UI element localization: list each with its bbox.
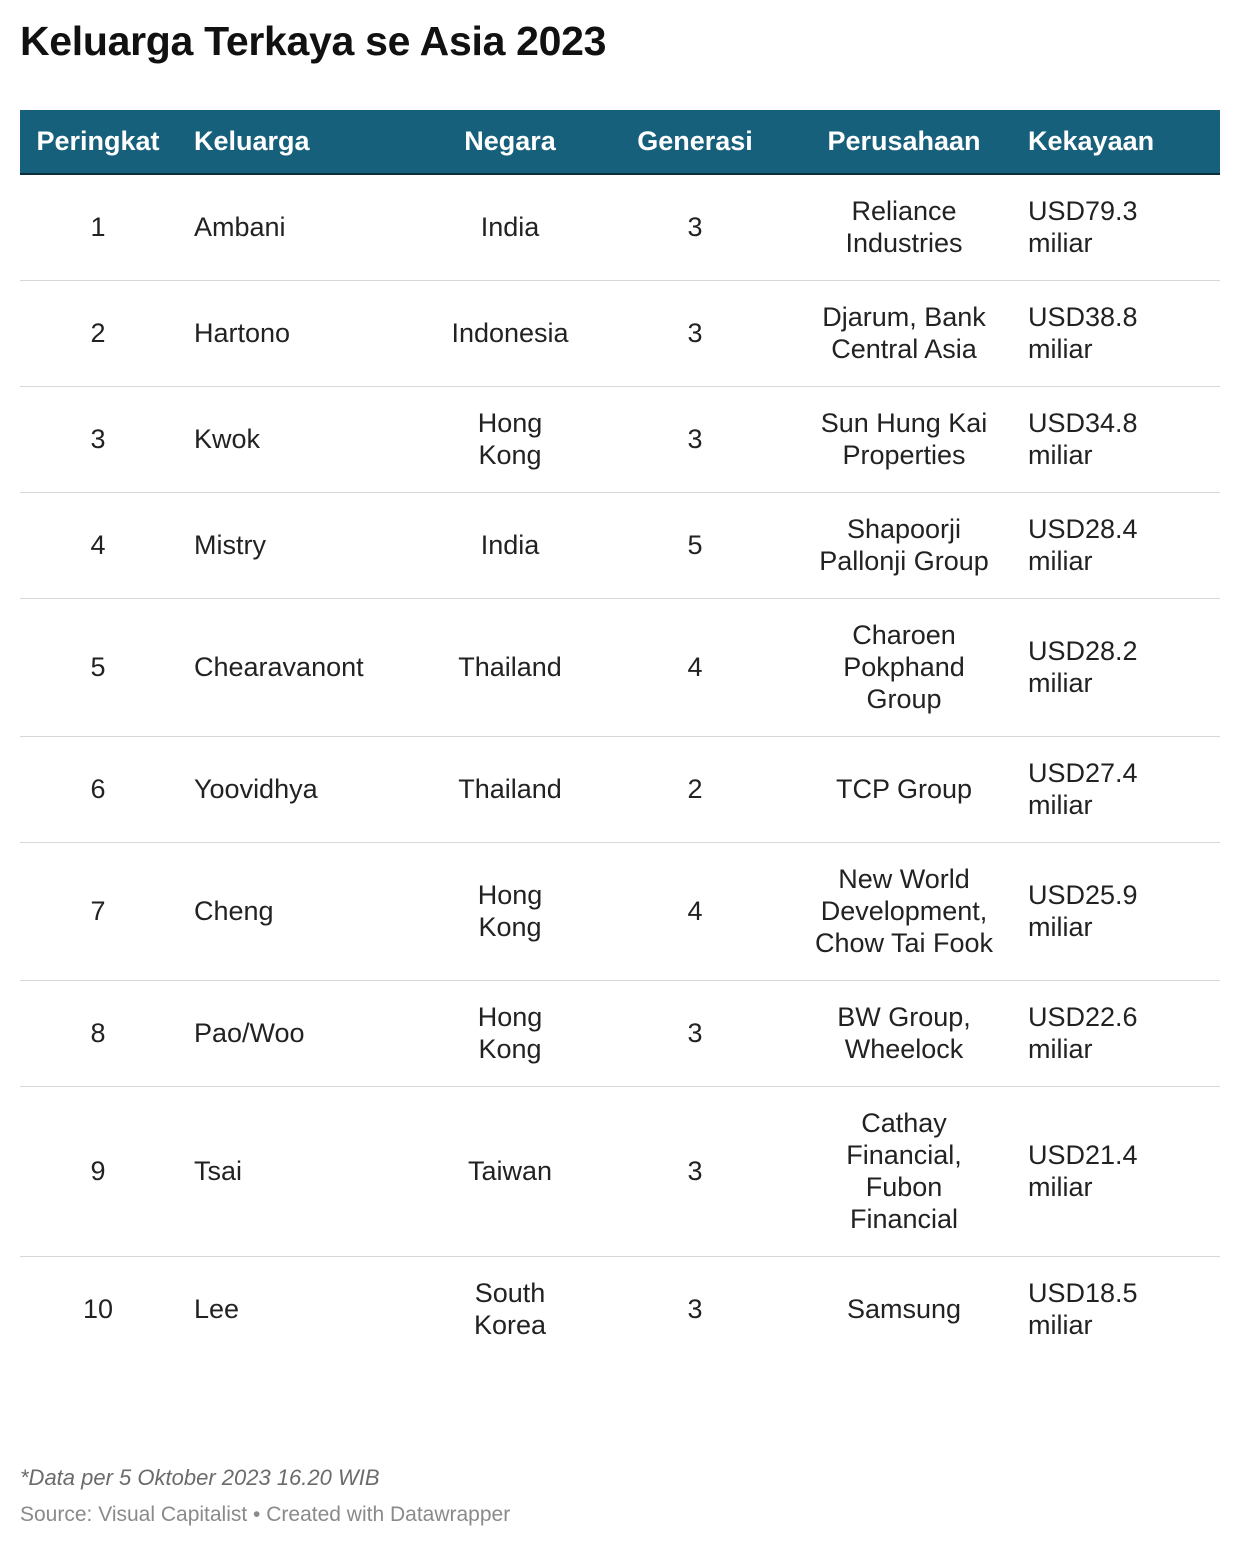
table-row	[20, 281, 1220, 387]
cell-wealth	[1014, 843, 1220, 981]
cell-generation: 5	[596, 493, 794, 599]
cell-company-text: Samsung	[846, 1294, 962, 1324]
cell-wealth	[1014, 981, 1220, 1087]
cell-country-text: India	[480, 530, 540, 560]
cell-country	[424, 281, 596, 387]
header-country: Negara	[424, 110, 596, 174]
cell-rank: 6	[20, 737, 176, 843]
cell-country-text: Taiwan	[467, 1156, 553, 1186]
cell-rank: 8	[20, 981, 176, 1087]
cell-wealth-text: USD38.8 miliar	[1028, 302, 1138, 364]
cell-rank: 2	[20, 281, 176, 387]
cell-company	[794, 1087, 1014, 1257]
cell-wealth	[1014, 737, 1220, 843]
cell-wealth	[1014, 1087, 1220, 1257]
cell-generation: 3	[596, 981, 794, 1087]
cell-family: Mistry	[176, 493, 424, 599]
cell-generation: 3	[596, 387, 794, 493]
cell-company-text: Charoen Pokphand Group	[843, 620, 965, 714]
cell-generation: 3	[596, 281, 794, 387]
data-note: *Data per 5 Oktober 2023 16.20 WIB	[20, 1465, 380, 1490]
cell-company-text: TCP Group	[835, 774, 973, 804]
cell-wealth-text: USD79.3 miliar	[1028, 196, 1138, 258]
cell-company	[794, 737, 1014, 843]
header-family: Keluarga	[176, 110, 424, 174]
cell-company-text: Sun Hung Kai Properties	[820, 408, 988, 470]
cell-company	[794, 1257, 1014, 1363]
table-row	[20, 981, 1220, 1087]
cell-country-text: India	[480, 212, 540, 242]
source-credit: Source: Visual Capitalist • Created with Datawrapper	[20, 1503, 511, 1526]
cell-country	[424, 1087, 596, 1257]
cell-wealth-text: USD22.6 miliar	[1028, 1002, 1138, 1064]
cell-wealth	[1014, 281, 1220, 387]
cell-company	[794, 281, 1014, 387]
cell-generation: 4	[596, 599, 794, 737]
table-row	[20, 1257, 1220, 1363]
cell-country	[424, 1257, 596, 1363]
header-rank: Peringkat	[20, 110, 176, 174]
cell-wealth-text: USD34.8 miliar	[1028, 408, 1138, 470]
cell-rank: 5	[20, 599, 176, 737]
cell-country	[424, 737, 596, 843]
cell-generation: 3	[596, 174, 794, 281]
cell-wealth-text: USD18.5 miliar	[1028, 1278, 1138, 1340]
cell-country-text: Indonesia	[451, 318, 569, 348]
cell-country-text: Hong Kong	[477, 1002, 543, 1064]
cell-family: Yoovidhya	[176, 737, 424, 843]
cell-company	[794, 981, 1014, 1087]
cell-wealth	[1014, 387, 1220, 493]
cell-family: Tsai	[176, 1087, 424, 1257]
table-header-row	[20, 110, 1220, 174]
cell-rank: 10	[82, 1294, 114, 1324]
cell-rank: 4	[20, 493, 176, 599]
cell-country-text: Hong Kong	[477, 408, 543, 470]
cell-country	[424, 843, 596, 981]
table-row	[20, 1087, 1220, 1257]
cell-generation: 2	[596, 737, 794, 843]
cell-company	[794, 493, 1014, 599]
table-body	[20, 174, 1220, 1362]
cell-family: Ambani	[176, 174, 424, 281]
cell-company	[794, 174, 1014, 281]
cell-generation: 4	[596, 843, 794, 981]
cell-wealth-text: USD21.4 miliar	[1028, 1140, 1138, 1202]
cell-company	[794, 599, 1014, 737]
cell-company-text: Djarum, Bank Central Asia	[822, 302, 986, 364]
cell-company	[794, 843, 1014, 981]
wealth-table	[20, 110, 1220, 1362]
table-row	[20, 737, 1220, 843]
cell-generation: 3	[687, 1294, 703, 1324]
header-wealth: Kekayaan	[1014, 110, 1220, 174]
cell-country-text: South Korea	[473, 1278, 547, 1340]
cell-country	[424, 493, 596, 599]
cell-family: Kwok	[176, 387, 424, 493]
cell-country	[424, 981, 596, 1087]
cell-company-text: Shapoorji Pallonji Group	[819, 514, 989, 576]
cell-wealth	[1014, 1257, 1220, 1363]
cell-company-text: New World Development, Chow Tai Fook	[814, 864, 994, 958]
cell-family: Chearavanont	[176, 599, 424, 737]
header-generation: Generasi	[596, 110, 794, 174]
cell-generation: 3	[596, 1087, 794, 1257]
cell-company-text: Cathay Financial, Fubon Financial	[846, 1108, 962, 1234]
cell-rank: 1	[20, 174, 176, 281]
cell-family: Lee	[194, 1294, 240, 1324]
table-row	[20, 493, 1220, 599]
cell-country	[424, 599, 596, 737]
cell-wealth	[1014, 599, 1220, 737]
table-row	[20, 174, 1220, 281]
cell-wealth-text: USD28.4 miliar	[1028, 514, 1138, 576]
cell-company-text: BW Group, Wheelock	[837, 1002, 971, 1064]
cell-family: Hartono	[176, 281, 424, 387]
cell-company-text: Reliance Industries	[845, 196, 963, 258]
cell-wealth-text: USD27.4 miliar	[1028, 758, 1138, 820]
table-row	[20, 843, 1220, 981]
cell-country-text: Hong Kong	[477, 880, 543, 942]
cell-rank: 7	[20, 843, 176, 981]
cell-family: Cheng	[176, 843, 424, 981]
cell-wealth	[1014, 493, 1220, 599]
cell-wealth-text: USD25.9 miliar	[1028, 880, 1138, 942]
cell-rank: 3	[20, 387, 176, 493]
cell-company	[794, 387, 1014, 493]
cell-country-text: Thailand	[458, 652, 562, 682]
cell-country-text: Thailand	[458, 774, 562, 804]
cell-wealth	[1014, 174, 1220, 281]
chart-title: Keluarga Terkaya se Asia 2023	[20, 18, 607, 64]
cell-country	[424, 174, 596, 281]
table-row	[20, 387, 1220, 493]
cell-rank: 9	[20, 1087, 176, 1257]
table-row	[20, 599, 1220, 737]
header-company: Perusahaan	[794, 110, 1014, 174]
cell-family: Pao/Woo	[176, 981, 424, 1087]
cell-wealth-text: USD28.2 miliar	[1028, 636, 1138, 698]
cell-country	[424, 387, 596, 493]
